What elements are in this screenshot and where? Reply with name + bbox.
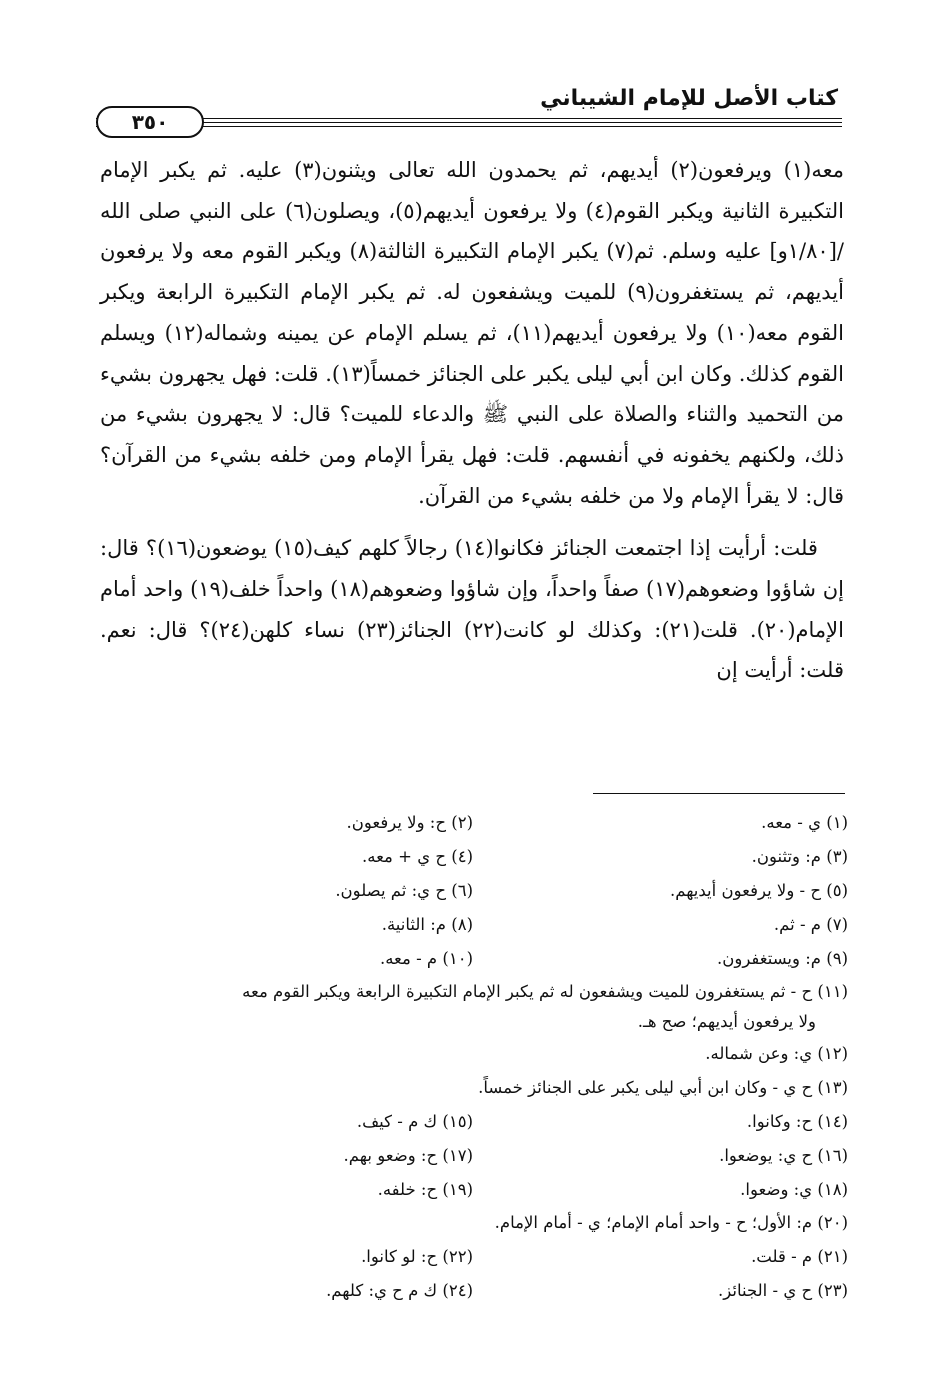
footnote: (٢) ح: ولا يرفعون. bbox=[346, 813, 473, 833]
footnotes bbox=[98, 806, 848, 1307]
footnote: (٧) م - ثم. bbox=[773, 914, 848, 934]
footnote: (١٩) ح: خلفه. bbox=[377, 1179, 473, 1199]
footnote: (٣) م: وتثنون. bbox=[751, 847, 848, 867]
footnote: (١٧) ح: وضعو بهم. bbox=[343, 1145, 473, 1165]
footnote: (٦) ح ي: ثم يصلون. bbox=[335, 880, 473, 900]
footnote: (٢٠) م: الأول؛ ح - واحد أمام الإمام؛ ي - أمام الإمام. bbox=[494, 1213, 848, 1233]
footnote: (١٥) ك م - كيف. bbox=[356, 1111, 473, 1131]
footnote: (٢٣) ح ي - الجنائز. bbox=[718, 1280, 848, 1300]
main-text bbox=[100, 150, 844, 691]
footnote: (١١) ح - ثم يستغفرون للميت ويشفعون له ثم يكبر الإمام التكبيرة الرابعة ويكبر القوم معه bbox=[242, 981, 848, 1001]
footnote: (١٠) م - معه. bbox=[379, 948, 473, 968]
footnote: (٥) ح - ولا يرفعون أيديهم. bbox=[669, 880, 848, 900]
footnote-continuation: ولا يرفعون أيديهم؛ صح هـ. bbox=[637, 1011, 816, 1031]
footnote: (٢٢) ح: لو كانوا. bbox=[361, 1247, 473, 1267]
footnote: (٤) ح ي + معه. bbox=[361, 847, 473, 867]
header-rule bbox=[96, 118, 842, 119]
footnote: (٢١) م - قلت. bbox=[751, 1247, 848, 1267]
footnote: (١٤) ح: وكانوا. bbox=[746, 1111, 848, 1131]
footnote: (١٣) ح ي - وكان ابن أبي ليلى يكبر على الجنائز خمساً. bbox=[478, 1078, 848, 1098]
page-header bbox=[96, 86, 842, 132]
footnote-separator bbox=[593, 793, 845, 794]
header-rule bbox=[96, 126, 842, 127]
footnote: (١٨) ي: وضعوا. bbox=[740, 1179, 848, 1199]
footnote: (٩) م: ويستغفرون. bbox=[716, 948, 848, 968]
footnote: (٨) م: الثانية. bbox=[381, 914, 473, 934]
header-rule bbox=[96, 122, 842, 123]
footnote: (٢٤) ك م ح ي: كلهم. bbox=[326, 1280, 473, 1300]
footnote: (١) ي - معه. bbox=[761, 813, 848, 833]
paragraph: معه(١) ويرفعون(٢) أيديهم، ثم يحمدون الله تعالى ويثنون(٣) عليه. ثم يكبر الإمام التكبيرة الثانية ويكبر القوم(٤) ولا يرفعون أيديهم(٥)، ويصلون(٦) على النبي صلى الله /[١/٨٠و] عليه وسلم. ثم(٧) يكبر الإمام التكبيرة الثالثة(٨) ويكبر القوم معه ولا يرفعون أيديهم، ثم يستغفرون(٩) للميت ويشفعون له. ثم يكبر الإمام التكبيرة الرابعة ويكبر القوم معه(١٠) ولا يرفعون أيديهم(١١)، ثم يسلم الإمام عن يمينه وشماله(١٢) ويسلم القوم كذلك. وكان ابن أبي ليلى يكبر على الجنائز خمساً(١٣). قلت: فهل يجهرون بشيء من التحميد والثناء والصلاة على النبي ﷺ والدعاء للميت؟ قال: لا يجهرون بشيء من ذلك، ولكنهم يخفونه في أنفسهم. قلت: فهل يقرأ الإمام ومن خلفه بشيء من القرآن؟ قال: لا يقرأ الإمام ولا من خلفه بشيء من القرآن. bbox=[100, 158, 845, 508]
page-number: ٣٥٠ bbox=[96, 106, 204, 138]
footnote: (١٦) ح ي: يوضعوا. bbox=[719, 1145, 848, 1165]
paragraph: قلت: أرأيت إذا اجتمعت الجنائز فكانوا(١٤) رجالاً كلهم كيف(١٥) يوضعون(١٦)؟ قال: إن شاؤوا وضعوهم(١٧) صفاً واحداً، وإن شاؤوا وضعوهم(١٨) واحداً خلف(١٩) واحد أمام الإمام(٢٠). قلت(٢١): وكذلك لو كانت(٢٢) الجنائز(٢٣) نساء كلهن(٢٤)؟ قال: نعم. قلت: أرأيت إن bbox=[100, 536, 844, 683]
footnote: (١٢) ي: وعن شماله. bbox=[705, 1044, 848, 1064]
book-title: كتاب الأصل للإمام الشيباني bbox=[540, 86, 838, 111]
